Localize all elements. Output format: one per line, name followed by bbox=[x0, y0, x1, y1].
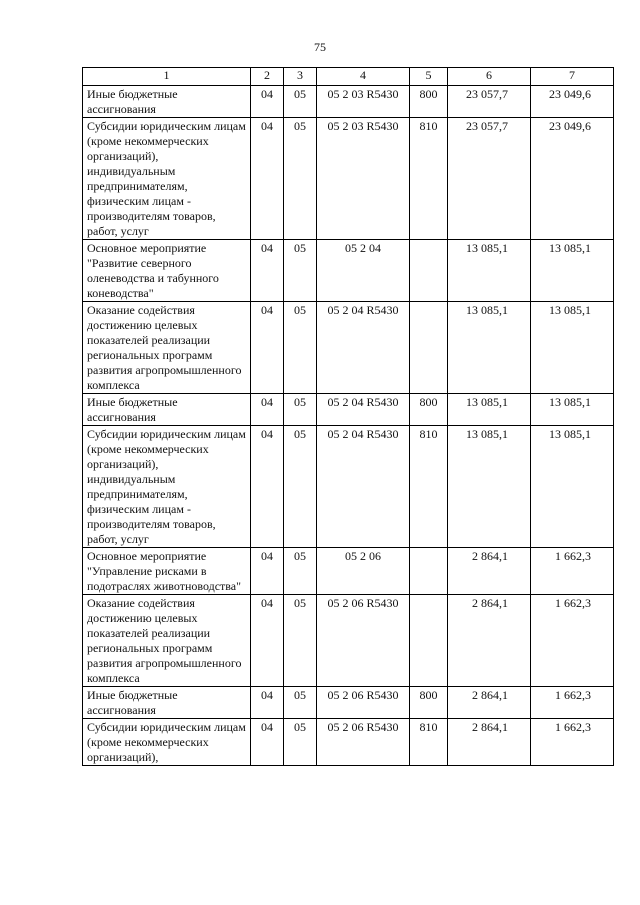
row-subsection: 05 bbox=[284, 548, 317, 595]
row-section: 04 bbox=[251, 719, 284, 766]
row-type: 800 bbox=[410, 86, 448, 118]
row-value-6: 23 057,7 bbox=[448, 86, 531, 118]
row-type: 810 bbox=[410, 719, 448, 766]
row-type: 810 bbox=[410, 426, 448, 548]
row-code: 05 2 03 R5430 bbox=[317, 118, 410, 240]
row-value-7: 23 049,6 bbox=[531, 86, 614, 118]
row-section: 04 bbox=[251, 595, 284, 687]
row-value-6: 2 864,1 bbox=[448, 548, 531, 595]
column-header: 7 bbox=[531, 68, 614, 86]
row-type: 810 bbox=[410, 118, 448, 240]
row-subsection: 05 bbox=[284, 595, 317, 687]
row-value-6: 13 085,1 bbox=[448, 240, 531, 302]
row-name: Субсидии юридическим лицам (кроме некоммерческих организаций), индивидуальным предпринимателям, физическим лицам - производителям товаров, работ, услуг bbox=[83, 118, 251, 240]
table-row bbox=[83, 394, 614, 426]
table-row bbox=[83, 548, 614, 595]
row-value-6: 13 085,1 bbox=[448, 426, 531, 548]
row-subsection: 05 bbox=[284, 687, 317, 719]
row-type: 800 bbox=[410, 394, 448, 426]
row-subsection: 05 bbox=[284, 394, 317, 426]
row-code: 05 2 04 R5430 bbox=[317, 302, 410, 394]
row-value-6: 13 085,1 bbox=[448, 394, 531, 426]
row-section: 04 bbox=[251, 426, 284, 548]
table-row bbox=[83, 687, 614, 719]
row-name: Субсидии юридическим лицам (кроме некоммерческих организаций), bbox=[83, 719, 251, 766]
budget-table bbox=[82, 67, 614, 766]
row-name: Иные бюджетные ассигнования bbox=[83, 394, 251, 426]
row-section: 04 bbox=[251, 302, 284, 394]
row-value-7: 23 049,6 bbox=[531, 118, 614, 240]
table-row bbox=[83, 240, 614, 302]
row-subsection: 05 bbox=[284, 240, 317, 302]
row-value-7: 1 662,3 bbox=[531, 719, 614, 766]
row-section: 04 bbox=[251, 687, 284, 719]
table-row bbox=[83, 118, 614, 240]
row-type bbox=[410, 302, 448, 394]
row-subsection: 05 bbox=[284, 719, 317, 766]
page-number: 75 bbox=[314, 40, 326, 54]
row-value-6: 2 864,1 bbox=[448, 687, 531, 719]
row-value-7: 1 662,3 bbox=[531, 595, 614, 687]
row-name: Основное мероприятие "Управление рисками в подотраслях животноводства" bbox=[83, 548, 251, 595]
row-code: 05 2 03 R5430 bbox=[317, 86, 410, 118]
table-row bbox=[83, 719, 614, 766]
row-code: 05 2 04 bbox=[317, 240, 410, 302]
row-value-6: 2 864,1 bbox=[448, 719, 531, 766]
row-value-6: 13 085,1 bbox=[448, 302, 531, 394]
row-value-7: 1 662,3 bbox=[531, 687, 614, 719]
row-type bbox=[410, 240, 448, 302]
row-type: 800 bbox=[410, 687, 448, 719]
header-row bbox=[83, 68, 614, 86]
row-value-7: 13 085,1 bbox=[531, 302, 614, 394]
row-code: 05 2 04 R5430 bbox=[317, 426, 410, 548]
column-header: 6 bbox=[448, 68, 531, 86]
row-name: Иные бюджетные ассигнования bbox=[83, 86, 251, 118]
row-name: Субсидии юридическим лицам (кроме некоммерческих организаций), индивидуальным предпринимателям, физическим лицам - производителям товаров, работ, услуг bbox=[83, 426, 251, 548]
row-value-7: 13 085,1 bbox=[531, 394, 614, 426]
row-section: 04 bbox=[251, 394, 284, 426]
column-header: 1 bbox=[83, 68, 251, 86]
table-row bbox=[83, 426, 614, 548]
row-value-6: 2 864,1 bbox=[448, 595, 531, 687]
row-subsection: 05 bbox=[284, 86, 317, 118]
row-code: 05 2 06 bbox=[317, 548, 410, 595]
row-code: 05 2 06 R5430 bbox=[317, 719, 410, 766]
column-header: 5 bbox=[410, 68, 448, 86]
column-header: 4 bbox=[317, 68, 410, 86]
row-subsection: 05 bbox=[284, 426, 317, 548]
row-section: 04 bbox=[251, 118, 284, 240]
column-header: 2 bbox=[251, 68, 284, 86]
row-value-7: 13 085,1 bbox=[531, 426, 614, 548]
row-subsection: 05 bbox=[284, 118, 317, 240]
row-type bbox=[410, 548, 448, 595]
table-row bbox=[83, 595, 614, 687]
row-value-7: 13 085,1 bbox=[531, 240, 614, 302]
row-subsection: 05 bbox=[284, 302, 317, 394]
row-code: 05 2 06 R5430 bbox=[317, 595, 410, 687]
row-name: Основное мероприятие "Развитие северного оленеводства и табунного коневодства" bbox=[83, 240, 251, 302]
row-value-7: 1 662,3 bbox=[531, 548, 614, 595]
row-code: 05 2 04 R5430 bbox=[317, 394, 410, 426]
row-value-6: 23 057,7 bbox=[448, 118, 531, 240]
table-row bbox=[83, 86, 614, 118]
row-name: Оказание содействия достижению целевых показателей реализации региональных программ развития агропромышленного комплекса bbox=[83, 302, 251, 394]
row-section: 04 bbox=[251, 86, 284, 118]
row-name: Иные бюджетные ассигнования bbox=[83, 687, 251, 719]
row-code: 05 2 06 R5430 bbox=[317, 687, 410, 719]
row-name: Оказание содействия достижению целевых показателей реализации региональных программ развития агропромышленного комплекса bbox=[83, 595, 251, 687]
row-section: 04 bbox=[251, 548, 284, 595]
row-type bbox=[410, 595, 448, 687]
table-row bbox=[83, 302, 614, 394]
column-header: 3 bbox=[284, 68, 317, 86]
row-section: 04 bbox=[251, 240, 284, 302]
